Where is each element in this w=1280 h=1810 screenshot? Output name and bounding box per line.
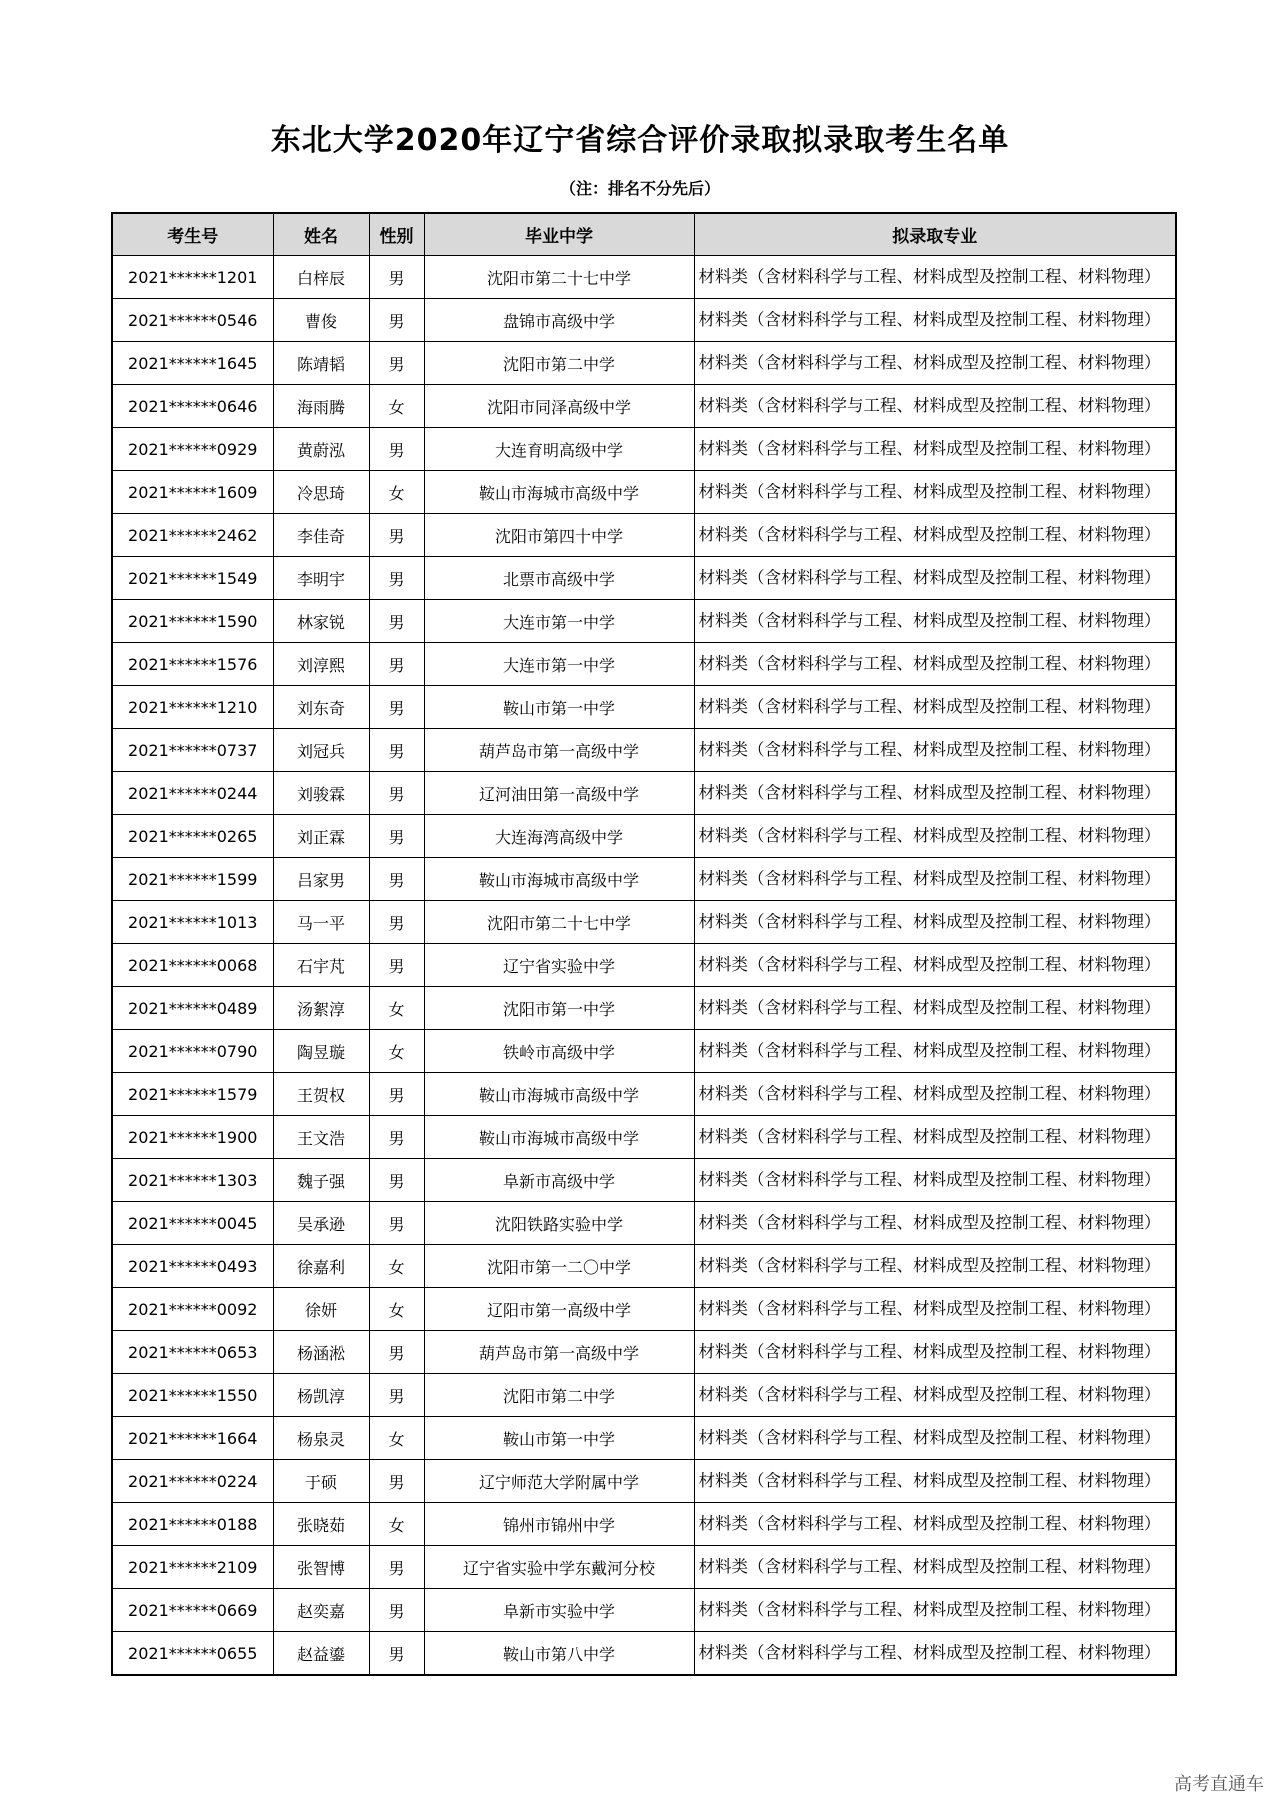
cell-gender: 女 bbox=[369, 1030, 424, 1073]
table-row bbox=[112, 686, 1176, 729]
table-row bbox=[112, 557, 1176, 600]
cell-name: 徐妍 bbox=[273, 1288, 369, 1331]
cell-name: 林家锐 bbox=[273, 600, 369, 643]
cell-name: 杨凯淳 bbox=[273, 1374, 369, 1417]
table-row bbox=[112, 1331, 1176, 1374]
cell-major: 材料类（含材料科学与工程、材料成型及控制工程、材料物理） bbox=[694, 1116, 1176, 1159]
cell-exam-id: 2021******1201 bbox=[112, 256, 273, 299]
cell-exam-id: 2021******1900 bbox=[112, 1116, 273, 1159]
cell-name: 杨涵淞 bbox=[273, 1331, 369, 1374]
cell-exam-id: 2021******0546 bbox=[112, 299, 273, 342]
cell-major: 材料类（含材料科学与工程、材料成型及控制工程、材料物理） bbox=[694, 1202, 1176, 1245]
table-row bbox=[112, 1288, 1176, 1331]
table-row bbox=[112, 729, 1176, 772]
cell-gender: 男 bbox=[369, 901, 424, 944]
cell-name: 于硕 bbox=[273, 1460, 369, 1503]
cell-major: 材料类（含材料科学与工程、材料成型及控制工程、材料物理） bbox=[694, 1159, 1176, 1202]
table-row bbox=[112, 1073, 1176, 1116]
cell-major: 材料类（含材料科学与工程、材料成型及控制工程、材料物理） bbox=[694, 1331, 1176, 1374]
cell-exam-id: 2021******1609 bbox=[112, 471, 273, 514]
cell-major: 材料类（含材料科学与工程、材料成型及控制工程、材料物理） bbox=[694, 987, 1176, 1030]
table-row bbox=[112, 987, 1176, 1030]
cell-exam-id: 2021******1590 bbox=[112, 600, 273, 643]
cell-school: 沈阳市第二十七中学 bbox=[424, 256, 694, 299]
column-header-major: 拟录取专业 bbox=[694, 213, 1176, 256]
cell-name: 冷思琦 bbox=[273, 471, 369, 514]
cell-gender: 女 bbox=[369, 987, 424, 1030]
cell-school: 鞍山市第八中学 bbox=[424, 1632, 694, 1676]
cell-major: 材料类（含材料科学与工程、材料成型及控制工程、材料物理） bbox=[694, 299, 1176, 342]
cell-school: 沈阳市第一二〇中学 bbox=[424, 1245, 694, 1288]
column-header-school: 毕业中学 bbox=[424, 213, 694, 256]
cell-school: 盘锦市高级中学 bbox=[424, 299, 694, 342]
cell-name: 赵奕嘉 bbox=[273, 1589, 369, 1632]
cell-school: 沈阳市同泽高级中学 bbox=[424, 385, 694, 428]
cell-exam-id: 2021******2462 bbox=[112, 514, 273, 557]
table-row bbox=[112, 1245, 1176, 1288]
cell-gender: 男 bbox=[369, 557, 424, 600]
table-row bbox=[112, 471, 1176, 514]
table-row bbox=[112, 1503, 1176, 1546]
cell-school: 辽宁省实验中学东戴河分校 bbox=[424, 1546, 694, 1589]
table-row bbox=[112, 1417, 1176, 1460]
cell-school: 沈阳市第二十七中学 bbox=[424, 901, 694, 944]
cell-school: 北票市高级中学 bbox=[424, 557, 694, 600]
table-row bbox=[112, 1116, 1176, 1159]
cell-exam-id: 2021******0265 bbox=[112, 815, 273, 858]
table-row bbox=[112, 299, 1176, 342]
table-row bbox=[112, 256, 1176, 299]
cell-exam-id: 2021******0929 bbox=[112, 428, 273, 471]
cell-name: 王贺权 bbox=[273, 1073, 369, 1116]
admission-table bbox=[111, 212, 1177, 1676]
cell-exam-id: 2021******0737 bbox=[112, 729, 273, 772]
cell-major: 材料类（含材料科学与工程、材料成型及控制工程、材料物理） bbox=[694, 557, 1176, 600]
table-row bbox=[112, 600, 1176, 643]
cell-school: 鞍山市海城市高级中学 bbox=[424, 471, 694, 514]
table-row bbox=[112, 1202, 1176, 1245]
cell-name: 白梓辰 bbox=[273, 256, 369, 299]
cell-exam-id: 2021******1210 bbox=[112, 686, 273, 729]
cell-school: 鞍山市海城市高级中学 bbox=[424, 1116, 694, 1159]
cell-gender: 男 bbox=[369, 428, 424, 471]
table-row bbox=[112, 514, 1176, 557]
cell-gender: 男 bbox=[369, 1159, 424, 1202]
column-header-gender: 性别 bbox=[369, 213, 424, 256]
cell-exam-id: 2021******0655 bbox=[112, 1632, 273, 1676]
cell-exam-id: 2021******0244 bbox=[112, 772, 273, 815]
cell-school: 葫芦岛市第一高级中学 bbox=[424, 729, 694, 772]
cell-gender: 男 bbox=[369, 643, 424, 686]
table-row bbox=[112, 944, 1176, 987]
cell-name: 赵益鎏 bbox=[273, 1632, 369, 1676]
table-row bbox=[112, 428, 1176, 471]
cell-major: 材料类（含材料科学与工程、材料成型及控制工程、材料物理） bbox=[694, 342, 1176, 385]
cell-school: 鞍山市第一中学 bbox=[424, 686, 694, 729]
cell-gender: 男 bbox=[369, 1331, 424, 1374]
cell-exam-id: 2021******1576 bbox=[112, 643, 273, 686]
table-row bbox=[112, 1030, 1176, 1073]
cell-major: 材料类（含材料科学与工程、材料成型及控制工程、材料物理） bbox=[694, 256, 1176, 299]
cell-major: 材料类（含材料科学与工程、材料成型及控制工程、材料物理） bbox=[694, 1245, 1176, 1288]
table-row bbox=[112, 342, 1176, 385]
cell-major: 材料类（含材料科学与工程、材料成型及控制工程、材料物理） bbox=[694, 643, 1176, 686]
table-body bbox=[112, 256, 1176, 1676]
cell-gender: 男 bbox=[369, 1546, 424, 1589]
cell-major: 材料类（含材料科学与工程、材料成型及控制工程、材料物理） bbox=[694, 1632, 1176, 1676]
cell-name: 刘东奇 bbox=[273, 686, 369, 729]
column-header-exam-id: 考生号 bbox=[112, 213, 273, 256]
cell-major: 材料类（含材料科学与工程、材料成型及控制工程、材料物理） bbox=[694, 815, 1176, 858]
cell-exam-id: 2021******0669 bbox=[112, 1589, 273, 1632]
cell-school: 辽宁师范大学附属中学 bbox=[424, 1460, 694, 1503]
table-row bbox=[112, 858, 1176, 901]
cell-major: 材料类（含材料科学与工程、材料成型及控制工程、材料物理） bbox=[694, 858, 1176, 901]
cell-major: 材料类（含材料科学与工程、材料成型及控制工程、材料物理） bbox=[694, 1374, 1176, 1417]
cell-gender: 女 bbox=[369, 1503, 424, 1546]
table-row bbox=[112, 1374, 1176, 1417]
cell-gender: 男 bbox=[369, 256, 424, 299]
cell-school: 葫芦岛市第一高级中学 bbox=[424, 1331, 694, 1374]
cell-major: 材料类（含材料科学与工程、材料成型及控制工程、材料物理） bbox=[694, 1460, 1176, 1503]
cell-major: 材料类（含材料科学与工程、材料成型及控制工程、材料物理） bbox=[694, 471, 1176, 514]
table-row bbox=[112, 815, 1176, 858]
cell-gender: 男 bbox=[369, 342, 424, 385]
cell-gender: 男 bbox=[369, 1589, 424, 1632]
cell-major: 材料类（含材料科学与工程、材料成型及控制工程、材料物理） bbox=[694, 385, 1176, 428]
cell-gender: 男 bbox=[369, 514, 424, 557]
cell-major: 材料类（含材料科学与工程、材料成型及控制工程、材料物理） bbox=[694, 1030, 1176, 1073]
cell-gender: 女 bbox=[369, 471, 424, 514]
cell-major: 材料类（含材料科学与工程、材料成型及控制工程、材料物理） bbox=[694, 1288, 1176, 1331]
cell-major: 材料类（含材料科学与工程、材料成型及控制工程、材料物理） bbox=[694, 729, 1176, 772]
cell-name: 李明宇 bbox=[273, 557, 369, 600]
table-row bbox=[112, 1632, 1176, 1676]
cell-name: 陶昱璇 bbox=[273, 1030, 369, 1073]
cell-school: 阜新市实验中学 bbox=[424, 1589, 694, 1632]
cell-name: 马一平 bbox=[273, 901, 369, 944]
cell-gender: 男 bbox=[369, 1460, 424, 1503]
cell-major: 材料类（含材料科学与工程、材料成型及控制工程、材料物理） bbox=[694, 1589, 1176, 1632]
cell-exam-id: 2021******0188 bbox=[112, 1503, 273, 1546]
cell-name: 汤絮淳 bbox=[273, 987, 369, 1030]
cell-exam-id: 2021******1579 bbox=[112, 1073, 273, 1116]
cell-gender: 男 bbox=[369, 1374, 424, 1417]
watermark-text: 高考直通车 bbox=[1174, 1774, 1264, 1795]
cell-name: 徐嘉利 bbox=[273, 1245, 369, 1288]
cell-name: 曹俊 bbox=[273, 299, 369, 342]
column-header-name: 姓名 bbox=[273, 213, 369, 256]
cell-name: 刘冠兵 bbox=[273, 729, 369, 772]
cell-major: 材料类（含材料科学与工程、材料成型及控制工程、材料物理） bbox=[694, 944, 1176, 987]
cell-name: 吕家男 bbox=[273, 858, 369, 901]
cell-school: 辽河油田第一高级中学 bbox=[424, 772, 694, 815]
cell-major: 材料类（含材料科学与工程、材料成型及控制工程、材料物理） bbox=[694, 428, 1176, 471]
cell-gender: 男 bbox=[369, 299, 424, 342]
table-row bbox=[112, 1546, 1176, 1589]
cell-exam-id: 2021******0493 bbox=[112, 1245, 273, 1288]
cell-gender: 女 bbox=[369, 385, 424, 428]
cell-exam-id: 2021******2109 bbox=[112, 1546, 273, 1589]
cell-school: 沈阳市第二中学 bbox=[424, 342, 694, 385]
cell-name: 张晓茹 bbox=[273, 1503, 369, 1546]
cell-school: 铁岭市高级中学 bbox=[424, 1030, 694, 1073]
cell-school: 阜新市高级中学 bbox=[424, 1159, 694, 1202]
cell-exam-id: 2021******1303 bbox=[112, 1159, 273, 1202]
cell-name: 石宇芃 bbox=[273, 944, 369, 987]
cell-exam-id: 2021******1599 bbox=[112, 858, 273, 901]
cell-exam-id: 2021******0653 bbox=[112, 1331, 273, 1374]
cell-exam-id: 2021******0068 bbox=[112, 944, 273, 987]
cell-exam-id: 2021******0646 bbox=[112, 385, 273, 428]
cell-school: 锦州市锦州中学 bbox=[424, 1503, 694, 1546]
cell-school: 大连海湾高级中学 bbox=[424, 815, 694, 858]
cell-exam-id: 2021******0045 bbox=[112, 1202, 273, 1245]
cell-school: 鞍山市海城市高级中学 bbox=[424, 858, 694, 901]
cell-major: 材料类（含材料科学与工程、材料成型及控制工程、材料物理） bbox=[694, 1546, 1176, 1589]
table-header-row bbox=[112, 213, 1176, 256]
cell-exam-id: 2021******1550 bbox=[112, 1374, 273, 1417]
cell-name: 刘正霖 bbox=[273, 815, 369, 858]
cell-exam-id: 2021******1549 bbox=[112, 557, 273, 600]
cell-name: 张智博 bbox=[273, 1546, 369, 1589]
cell-name: 杨泉灵 bbox=[273, 1417, 369, 1460]
cell-major: 材料类（含材料科学与工程、材料成型及控制工程、材料物理） bbox=[694, 514, 1176, 557]
cell-major: 材料类（含材料科学与工程、材料成型及控制工程、材料物理） bbox=[694, 1503, 1176, 1546]
cell-school: 沈阳市第四十中学 bbox=[424, 514, 694, 557]
cell-school: 辽宁省实验中学 bbox=[424, 944, 694, 987]
cell-major: 材料类（含材料科学与工程、材料成型及控制工程、材料物理） bbox=[694, 772, 1176, 815]
cell-name: 李佳奇 bbox=[273, 514, 369, 557]
cell-gender: 女 bbox=[369, 1245, 424, 1288]
cell-gender: 男 bbox=[369, 815, 424, 858]
cell-exam-id: 2021******1664 bbox=[112, 1417, 273, 1460]
cell-gender: 男 bbox=[369, 772, 424, 815]
cell-school: 沈阳铁路实验中学 bbox=[424, 1202, 694, 1245]
cell-gender: 女 bbox=[369, 1417, 424, 1460]
cell-exam-id: 2021******1645 bbox=[112, 342, 273, 385]
cell-name: 陈靖韬 bbox=[273, 342, 369, 385]
table-row bbox=[112, 1159, 1176, 1202]
cell-exam-id: 2021******0092 bbox=[112, 1288, 273, 1331]
cell-name: 魏子强 bbox=[273, 1159, 369, 1202]
cell-gender: 男 bbox=[369, 944, 424, 987]
cell-gender: 男 bbox=[369, 729, 424, 772]
page-title: 东北大学2020年辽宁省综合评价录取拟录取考生名单 bbox=[270, 123, 1010, 158]
cell-name: 王文浩 bbox=[273, 1116, 369, 1159]
cell-school: 大连育明高级中学 bbox=[424, 428, 694, 471]
ranking-note: （注：排名不分先后） bbox=[559, 179, 720, 198]
cell-school: 大连市第一中学 bbox=[424, 600, 694, 643]
cell-major: 材料类（含材料科学与工程、材料成型及控制工程、材料物理） bbox=[694, 1417, 1176, 1460]
cell-school: 辽阳市第一高级中学 bbox=[424, 1288, 694, 1331]
cell-name: 刘淳熙 bbox=[273, 643, 369, 686]
table-row bbox=[112, 643, 1176, 686]
cell-major: 材料类（含材料科学与工程、材料成型及控制工程、材料物理） bbox=[694, 901, 1176, 944]
cell-gender: 男 bbox=[369, 1202, 424, 1245]
cell-gender: 男 bbox=[369, 1632, 424, 1676]
cell-major: 材料类（含材料科学与工程、材料成型及控制工程、材料物理） bbox=[694, 600, 1176, 643]
table-row bbox=[112, 1589, 1176, 1632]
table-row bbox=[112, 901, 1176, 944]
cell-gender: 男 bbox=[369, 858, 424, 901]
cell-name: 吴承逊 bbox=[273, 1202, 369, 1245]
cell-gender: 男 bbox=[369, 1116, 424, 1159]
cell-school: 鞍山市海城市高级中学 bbox=[424, 1073, 694, 1116]
table-row bbox=[112, 772, 1176, 815]
cell-gender: 女 bbox=[369, 1288, 424, 1331]
cell-major: 材料类（含材料科学与工程、材料成型及控制工程、材料物理） bbox=[694, 1073, 1176, 1116]
cell-exam-id: 2021******0489 bbox=[112, 987, 273, 1030]
cell-school: 沈阳市第二中学 bbox=[424, 1374, 694, 1417]
cell-major: 材料类（含材料科学与工程、材料成型及控制工程、材料物理） bbox=[694, 686, 1176, 729]
cell-name: 海雨腾 bbox=[273, 385, 369, 428]
cell-name: 黄蔚泓 bbox=[273, 428, 369, 471]
cell-school: 鞍山市第一中学 bbox=[424, 1417, 694, 1460]
cell-exam-id: 2021******1013 bbox=[112, 901, 273, 944]
cell-name: 刘骏霖 bbox=[273, 772, 369, 815]
cell-gender: 男 bbox=[369, 1073, 424, 1116]
table-row bbox=[112, 385, 1176, 428]
cell-school: 沈阳市第一中学 bbox=[424, 987, 694, 1030]
cell-exam-id: 2021******0790 bbox=[112, 1030, 273, 1073]
table-row bbox=[112, 1460, 1176, 1503]
cell-gender: 男 bbox=[369, 600, 424, 643]
cell-gender: 男 bbox=[369, 686, 424, 729]
cell-school: 大连市第一中学 bbox=[424, 643, 694, 686]
cell-exam-id: 2021******0224 bbox=[112, 1460, 273, 1503]
